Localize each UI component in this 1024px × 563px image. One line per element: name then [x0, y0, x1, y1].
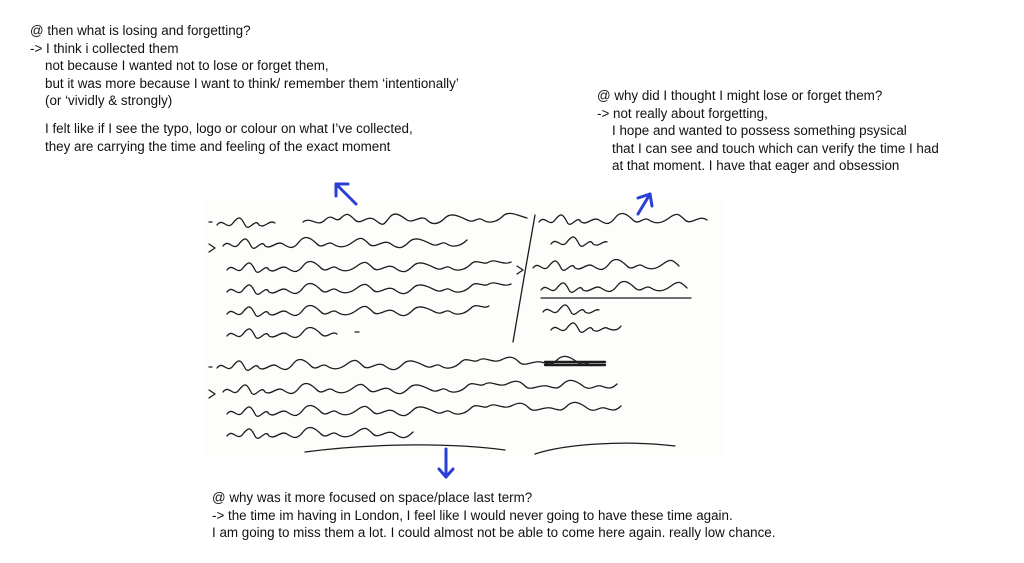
arrow-down-icon: [436, 447, 456, 481]
note-line: I hope and wanted to possess something psysical: [612, 123, 907, 139]
note-line: -> not really about forgetting,: [597, 105, 768, 121]
arrow-up-right-icon: [632, 188, 658, 218]
note-line: -> I think i collected them: [30, 40, 179, 56]
note-line: I am going to miss them a lot. I could almost not be able to come here again. really low chance.: [212, 525, 776, 541]
note-losing-forgetting: [30, 22, 459, 155]
note-line: at that moment. I have that eager and obsession: [612, 158, 900, 174]
note-line: @ then what is losing and forgetting?: [30, 23, 251, 38]
note-line: (or ‘vividly & strongly): [45, 93, 173, 109]
handwriting-scribbles: [205, 200, 725, 457]
note-space-place: [212, 489, 775, 542]
arrow-up-left-icon: [330, 178, 360, 208]
handwritten-notes-image: [205, 200, 725, 457]
note-line: but it was more because I want to think/ remember them ‘intentionally’: [45, 75, 459, 91]
note-line: that I can see and touch which can verify the time I had: [612, 140, 939, 156]
note-lose-or-forget: [597, 87, 939, 175]
note-line: -> the time im having in London, I feel like I would never going to have these time again.: [212, 507, 733, 523]
note-line: not because I wanted not to lose or forget them,: [45, 58, 329, 74]
note-line: @ why did I thought I might lose or forget them?: [597, 88, 883, 103]
note-line: @ why was it more focused on space/place last term?: [212, 490, 533, 505]
note-line: they are carrying the time and feeling of the exact moment: [45, 138, 391, 154]
note-line: I felt like if I see the typo, logo or colour on what I’ve collected,: [45, 120, 413, 136]
